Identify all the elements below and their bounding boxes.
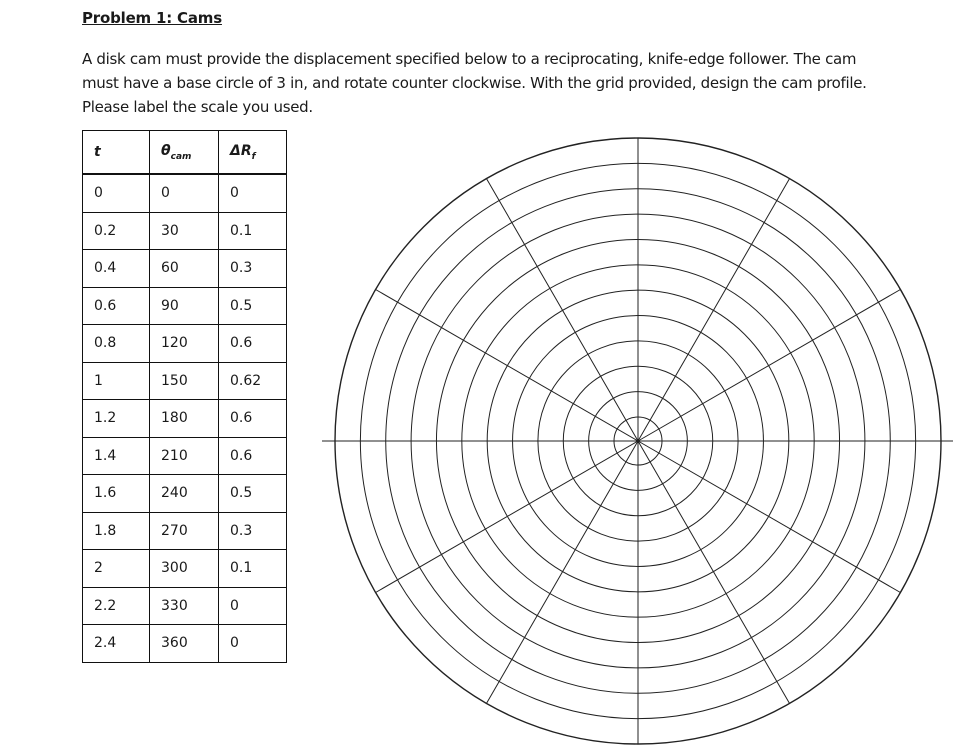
cell-dr: 0.6 [219, 400, 287, 438]
cell-theta: 150 [150, 362, 219, 400]
cell-dr: 0 [219, 625, 287, 663]
cell-dr: 0.1 [219, 212, 287, 250]
cell-theta: 30 [150, 212, 219, 250]
problem-title: Problem 1: Cams [82, 9, 222, 27]
cell-dr: 0.62 [219, 362, 287, 400]
grid-spoke [638, 441, 790, 703]
cell-t: 1 [83, 362, 150, 400]
cell-theta: 300 [150, 550, 219, 588]
cell-dr: 0.3 [219, 512, 287, 550]
grid-spoke [638, 179, 790, 441]
header-delta-rf: $\Delta R_f$ [219, 131, 287, 175]
cell-t: 0.8 [83, 325, 150, 363]
cell-t: 2 [83, 550, 150, 588]
cell-dr: 0.6 [219, 325, 287, 363]
cell-theta: 240 [150, 475, 219, 513]
cell-dr: 0.3 [219, 250, 287, 288]
grid-spoke [487, 179, 639, 441]
cell-t: 1.4 [83, 437, 150, 475]
cell-theta: 120 [150, 325, 219, 363]
cell-dr: 0 [219, 587, 287, 625]
cell-theta: 270 [150, 512, 219, 550]
cell-theta: 210 [150, 437, 219, 475]
cell-t: 1.8 [83, 512, 150, 550]
grid-spoke [638, 290, 900, 442]
cell-t: 0.4 [83, 250, 150, 288]
cell-t: 2.2 [83, 587, 150, 625]
header-t: t [83, 131, 150, 175]
cell-t: 0 [83, 174, 150, 212]
grid-spoke [376, 290, 638, 442]
cell-t: 1.2 [83, 400, 150, 438]
cell-t: 0.6 [83, 287, 150, 325]
cell-dr: 0.6 [219, 437, 287, 475]
cell-dr: 0.1 [219, 550, 287, 588]
cell-dr: 0 [219, 174, 287, 212]
grid-spoke [376, 441, 638, 593]
cell-theta: 0 [150, 174, 219, 212]
cell-t: 1.6 [83, 475, 150, 513]
cell-dr: 0.5 [219, 287, 287, 325]
cell-t: 0.2 [83, 212, 150, 250]
grid-spoke [638, 441, 900, 593]
cell-t: 2.4 [83, 625, 150, 663]
header-theta-cam: $\theta_{cam}$ [150, 131, 219, 175]
cell-theta: 360 [150, 625, 219, 663]
problem-statement: A disk cam must provide the displacement specified below to a reciprocating, knife-edge follower. The cam must have a base circle of 3 in, and rotate counter clockwise. With the grid provided, design the cam profile. Please label the scale you used. [82, 50, 867, 116]
grid-spoke [487, 441, 639, 703]
cell-theta: 180 [150, 400, 219, 438]
cell-theta: 60 [150, 250, 219, 288]
cell-dr: 0.5 [219, 475, 287, 513]
cell-theta: 330 [150, 587, 219, 625]
cell-theta: 90 [150, 287, 219, 325]
